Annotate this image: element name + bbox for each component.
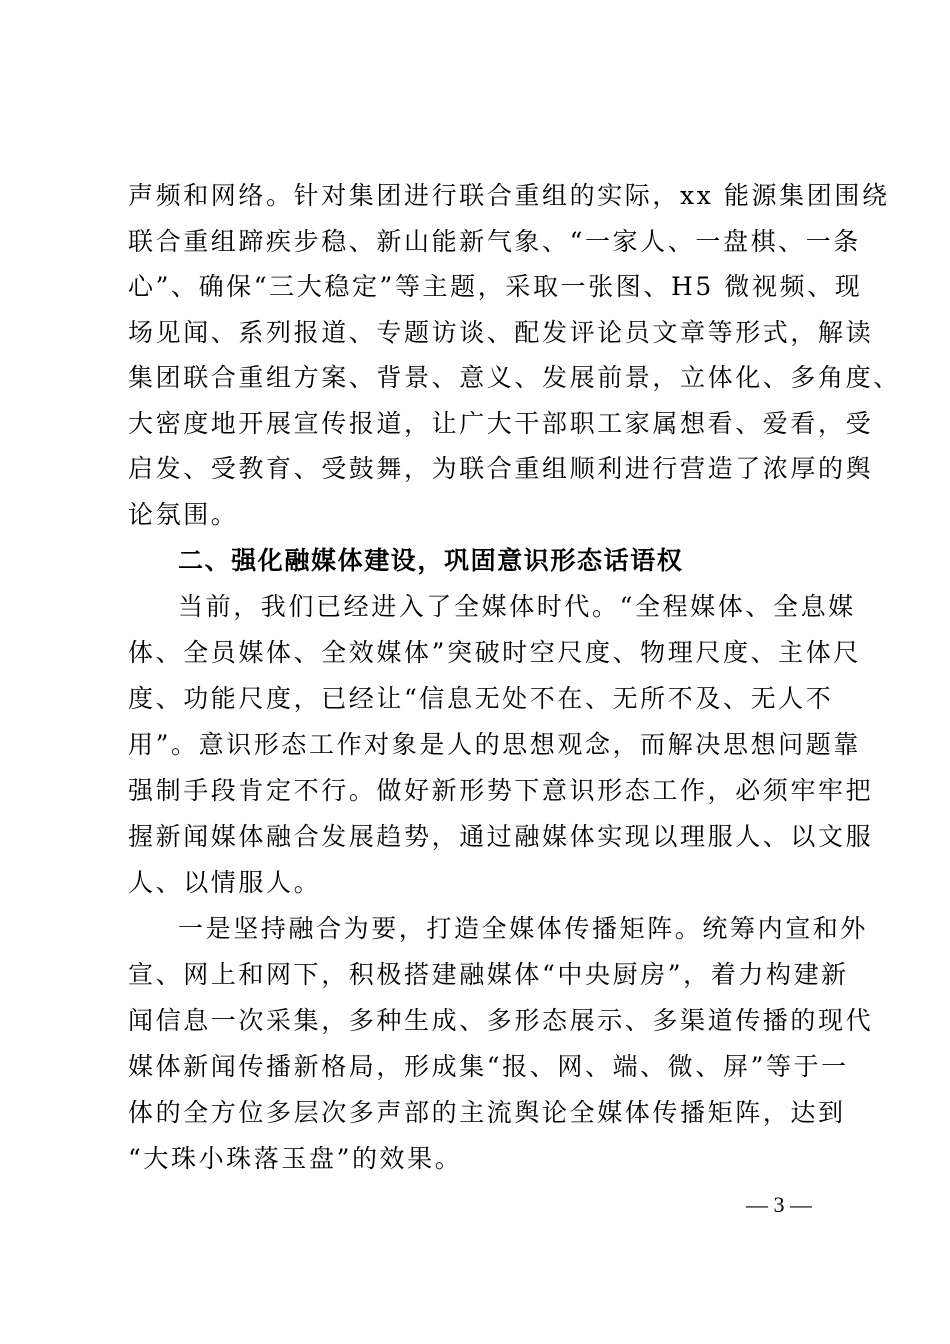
body-line: 强制手段肯定不行。做好新形势下意识形态工作，必须牢牢把 — [128, 776, 874, 805]
body-line: 度、功能尺度，已经让“信息无处不在、无所不及、无人不 — [128, 684, 834, 713]
body-line: 声频和网络。针对集团进行联合重组的实际，xx 能源集团围绕 — [128, 181, 890, 210]
body-line: 集团联合重组方案、背景、意义、发展前景，立体化、多角度、 — [128, 363, 901, 392]
body-line: 体、全员媒体、全效媒体”突破时空尺度、物理尺度、主体尺 — [128, 638, 861, 667]
body-line: 人、以情服人。 — [128, 868, 322, 897]
body-line: 媒体新闻传播新格局，形成集“报、网、端、微、屏”等于一 — [128, 1052, 849, 1081]
body-line: 握新闻媒体融合发展趋势，通过融媒体实现以理服人、以文服 — [128, 822, 874, 851]
body-line: “大珠小珠落玉盘”的效果。 — [128, 1144, 463, 1173]
body-line: 联合重组蹄疾步稳、新山能新气象、“一家人、一盘棋、一条 — [128, 227, 861, 256]
body-line: 闻信息一次采集，多种生成、多形态展示、多渠道传播的现代 — [128, 1006, 874, 1035]
section-heading: 二、强化融媒体建设，巩固意识形态话语权 — [178, 546, 684, 575]
body-line: 场见闻、系列报道、专题访谈、配发评论员文章等形式，解读 — [128, 318, 874, 347]
body-line: 大密度地开展宣传报道，让广大干部职工家属想看、爱看，受 — [128, 409, 874, 438]
body-line: 启发、受教育、受鼓舞，为联合重组顺利进行营造了浓厚的舆 — [128, 454, 874, 483]
body-line: 体的全方位多层次多声部的主流舆论全媒体传播矩阵，达到 — [128, 1098, 846, 1127]
body-line: 心”、确保“三大稳定”等主题，采取一张图、H5 微视频、现 — [128, 272, 863, 301]
body-line: 用”。意识形态工作对象是人的思想观念，而解决思想问题靠 — [128, 730, 861, 759]
page-number: — 3 — — [746, 1192, 812, 1217]
body-line: 宣、网上和网下，积极搭建融媒体“中央厨房”，着力构建新 — [128, 960, 849, 989]
body-line: 一是坚持融合为要，打造全媒体传播矩阵。统筹内宣和外 — [178, 914, 869, 943]
body-line: 论氛围。 — [128, 500, 239, 529]
body-line: 当前，我们已经进入了全媒体时代。“全程媒体、全息媒 — [178, 592, 856, 621]
